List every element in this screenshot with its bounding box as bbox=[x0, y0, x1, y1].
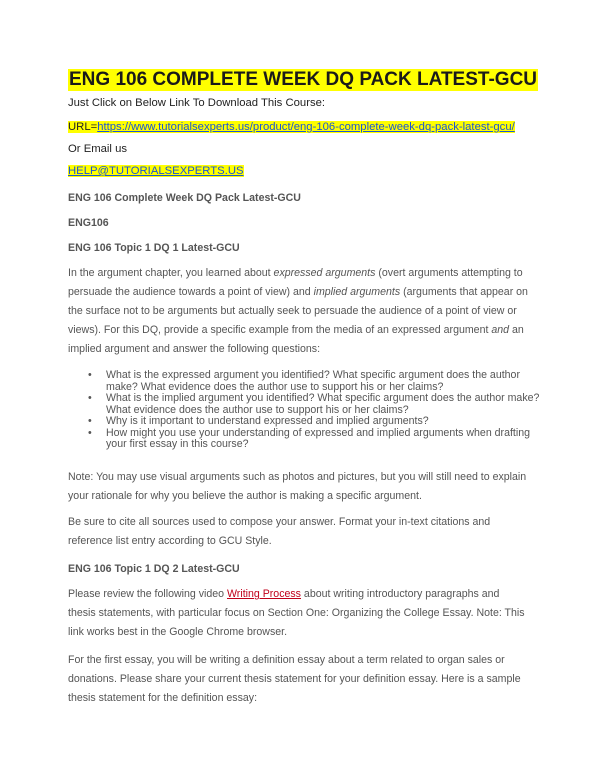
topic1-paragraph bbox=[68, 264, 528, 359]
topic2-paragraph bbox=[68, 585, 528, 642]
or-email-text: Or Email us bbox=[68, 143, 128, 155]
topic2-paragraph-2: For the first essay, you will be writing a definition essay about a term related to organ sales or donations. Please share your current thesis statement for your definition essay. Here is a sample thesis statement for the definition essay: bbox=[68, 654, 521, 704]
topic1-text-g: an implied argument and answer the following questions: bbox=[68, 324, 524, 355]
topic2-text-a: Please review the following video bbox=[68, 588, 227, 600]
course-url-link[interactable]: https://www.tutorialsexperts.us/product/eng-106-complete-week-dq-pack-latest-gcu/ bbox=[97, 121, 515, 133]
topic1-text-e: (arguments that appear on the surface not to be arguments but actually seek to persuade the audience of a point of view or views). For this DQ, provide a specific example from the media of an expressed argument bbox=[68, 286, 528, 336]
url-line bbox=[68, 121, 515, 133]
list-item bbox=[88, 392, 546, 416]
bullet-text: What is the implied argument you identified? What specific argument does the author make? What evidence does the author use to support his or her claims? bbox=[106, 392, 540, 416]
note-paragraph: Note: You may use visual arguments such as photos and pictures, but you will still need to explain your rationale for why you believe the author is making a specific argument. bbox=[68, 471, 527, 502]
topic1-text-a: In the argument chapter, you learned about bbox=[68, 267, 274, 279]
email-line bbox=[68, 165, 244, 177]
bullet-text: How might you use your understanding of expressed and implied arguments when drafting your first essay in this course? bbox=[106, 426, 530, 450]
bullet-icon: • bbox=[88, 426, 92, 439]
bullet-text: Why is it important to understand expressed and implied arguments? bbox=[106, 415, 429, 427]
bullet-text: What is the expressed argument you identified? What specific argument does the author make? What evidence does the author use to support his or her claims? bbox=[106, 369, 520, 393]
list-item bbox=[88, 369, 546, 393]
topic2-text-b: about writing introductory paragraphs and thesis statements, with particular focus on Section One: Organizing the College Essay. Note: This link works best in the Google Chrome browser. bbox=[68, 588, 525, 638]
email-link[interactable]: HELP@TUTORIALSEXPERTS.US bbox=[68, 165, 244, 177]
list-item bbox=[88, 426, 546, 451]
course-code: ENG106 bbox=[68, 217, 109, 229]
page-title: ENG 106 COMPLETE WEEK DQ PACK LATEST-GCU bbox=[69, 69, 538, 90]
topic1-text-c: (overt arguments attempting to persuade the audience towards a point of view) and bbox=[68, 267, 523, 298]
topic1-text-d: implied arguments bbox=[313, 286, 401, 298]
question-list bbox=[88, 369, 546, 451]
cite-paragraph: Be sure to cite all sources used to compose your answer. Format your in-text citations and reference list entry according to GCU Style. bbox=[68, 516, 491, 547]
bullet-icon: • bbox=[88, 392, 92, 404]
url-label: URL= bbox=[68, 121, 98, 133]
bullet-icon: • bbox=[88, 415, 92, 427]
topic1-text-b: expressed arguments bbox=[273, 267, 376, 279]
topic1-heading: ENG 106 Topic 1 DQ 1 Latest-GCU bbox=[68, 242, 240, 254]
writing-process-link[interactable]: Writing Process bbox=[227, 588, 301, 600]
bullet-icon: • bbox=[88, 369, 92, 381]
topic2-heading: ENG 106 Topic 1 DQ 2 Latest-GCU bbox=[68, 563, 240, 575]
download-intro: Just Click on Below Link To Download This Course: bbox=[68, 97, 326, 109]
course-title: ENG 106 Complete Week DQ Pack Latest-GCU bbox=[68, 192, 301, 204]
topic1-text-f: and bbox=[491, 324, 510, 336]
